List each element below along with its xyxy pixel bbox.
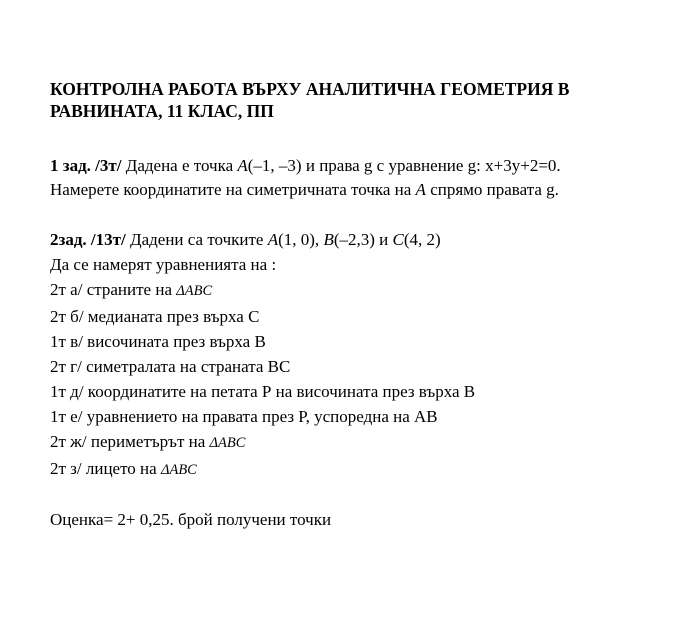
task-2-item-h (50, 456, 660, 483)
task-1-label: 1 зад. /3т/ (50, 156, 122, 175)
task-2-point-a-coords: (1, 0), (278, 230, 324, 249)
task-2-item-d (50, 354, 660, 379)
task-2 (50, 227, 660, 483)
task-2-item-h-text: 2т з/ лицето на (50, 459, 161, 478)
task-2-item-d-text: 2т г/ симетралата на страната ВС (50, 357, 291, 376)
task-1-text-a: Дадена е точка (121, 156, 238, 175)
task-1-line-2-point: A (415, 180, 426, 199)
task-2-given-prefix: Дадени са точките (125, 230, 268, 249)
task-2-item-e (50, 379, 660, 404)
task-1 (50, 154, 660, 202)
task-2-item-f-text: 1т е/ уравнението на правата през Р, успоредна на АВ (50, 407, 438, 426)
task-1-text-b: и права g с уравнение g: x+3y+2=0. (301, 156, 561, 175)
task-2-point-c-coords: (4, 2) (403, 230, 441, 249)
task-1-line-2-b: спрямо правата g. (425, 180, 559, 199)
task-1-line-2-a: Намерете координатите на симетричната точка на (50, 180, 416, 199)
triangle-abc-symbol: ΔABC (176, 283, 213, 299)
triangle-abc-symbol: ΔABC (209, 435, 246, 451)
triangle-abc-symbol: ΔABC (160, 462, 197, 478)
task-1-line-1 (50, 154, 660, 178)
task-2-item-b-text: 2т б/ медианата през върха С (50, 307, 260, 326)
task-2-item-a (50, 277, 660, 304)
task-1-line-2 (50, 178, 660, 202)
task-2-item-a-text: 2т а/ страните на (50, 280, 177, 299)
task-2-item-c-text: 1т в/ височината през върха В (50, 332, 266, 351)
task-1-point: A (237, 156, 248, 175)
task-2-item-f (50, 404, 660, 429)
task-1-coords: (–1, –3) (247, 156, 302, 175)
task-2-intro: Да се намерят уравненията на : (50, 255, 277, 274)
document-page (50, 78, 660, 532)
task-2-item-c (50, 329, 660, 354)
task-2-point-b: B (323, 230, 334, 249)
task-2-point-c: C (392, 230, 404, 249)
task-2-given (50, 227, 660, 252)
page-title: КОНТРОЛНА РАБОТА ВЪРХУ АНАЛИТИЧНА ГЕОМЕТРИЯ В РАВНИНАТА, 11 КЛАС, ПП (50, 79, 570, 121)
task-2-item-g-text: 2т ж/ периметърът на (50, 432, 210, 451)
task-2-item-b (50, 304, 660, 329)
task-2-item-e-text: 1т д/ координатите на петата Р на височината през върха В (50, 382, 476, 401)
task-2-point-a: A (267, 230, 279, 249)
task-2-label: 2зад. /13т/ (50, 230, 126, 249)
task-2-point-b-coords: (–2,3) и (333, 230, 393, 249)
task-2-item-g (50, 429, 660, 456)
grade-formula: Оценка= 2+ 0,25. брой получени точки (50, 510, 332, 529)
